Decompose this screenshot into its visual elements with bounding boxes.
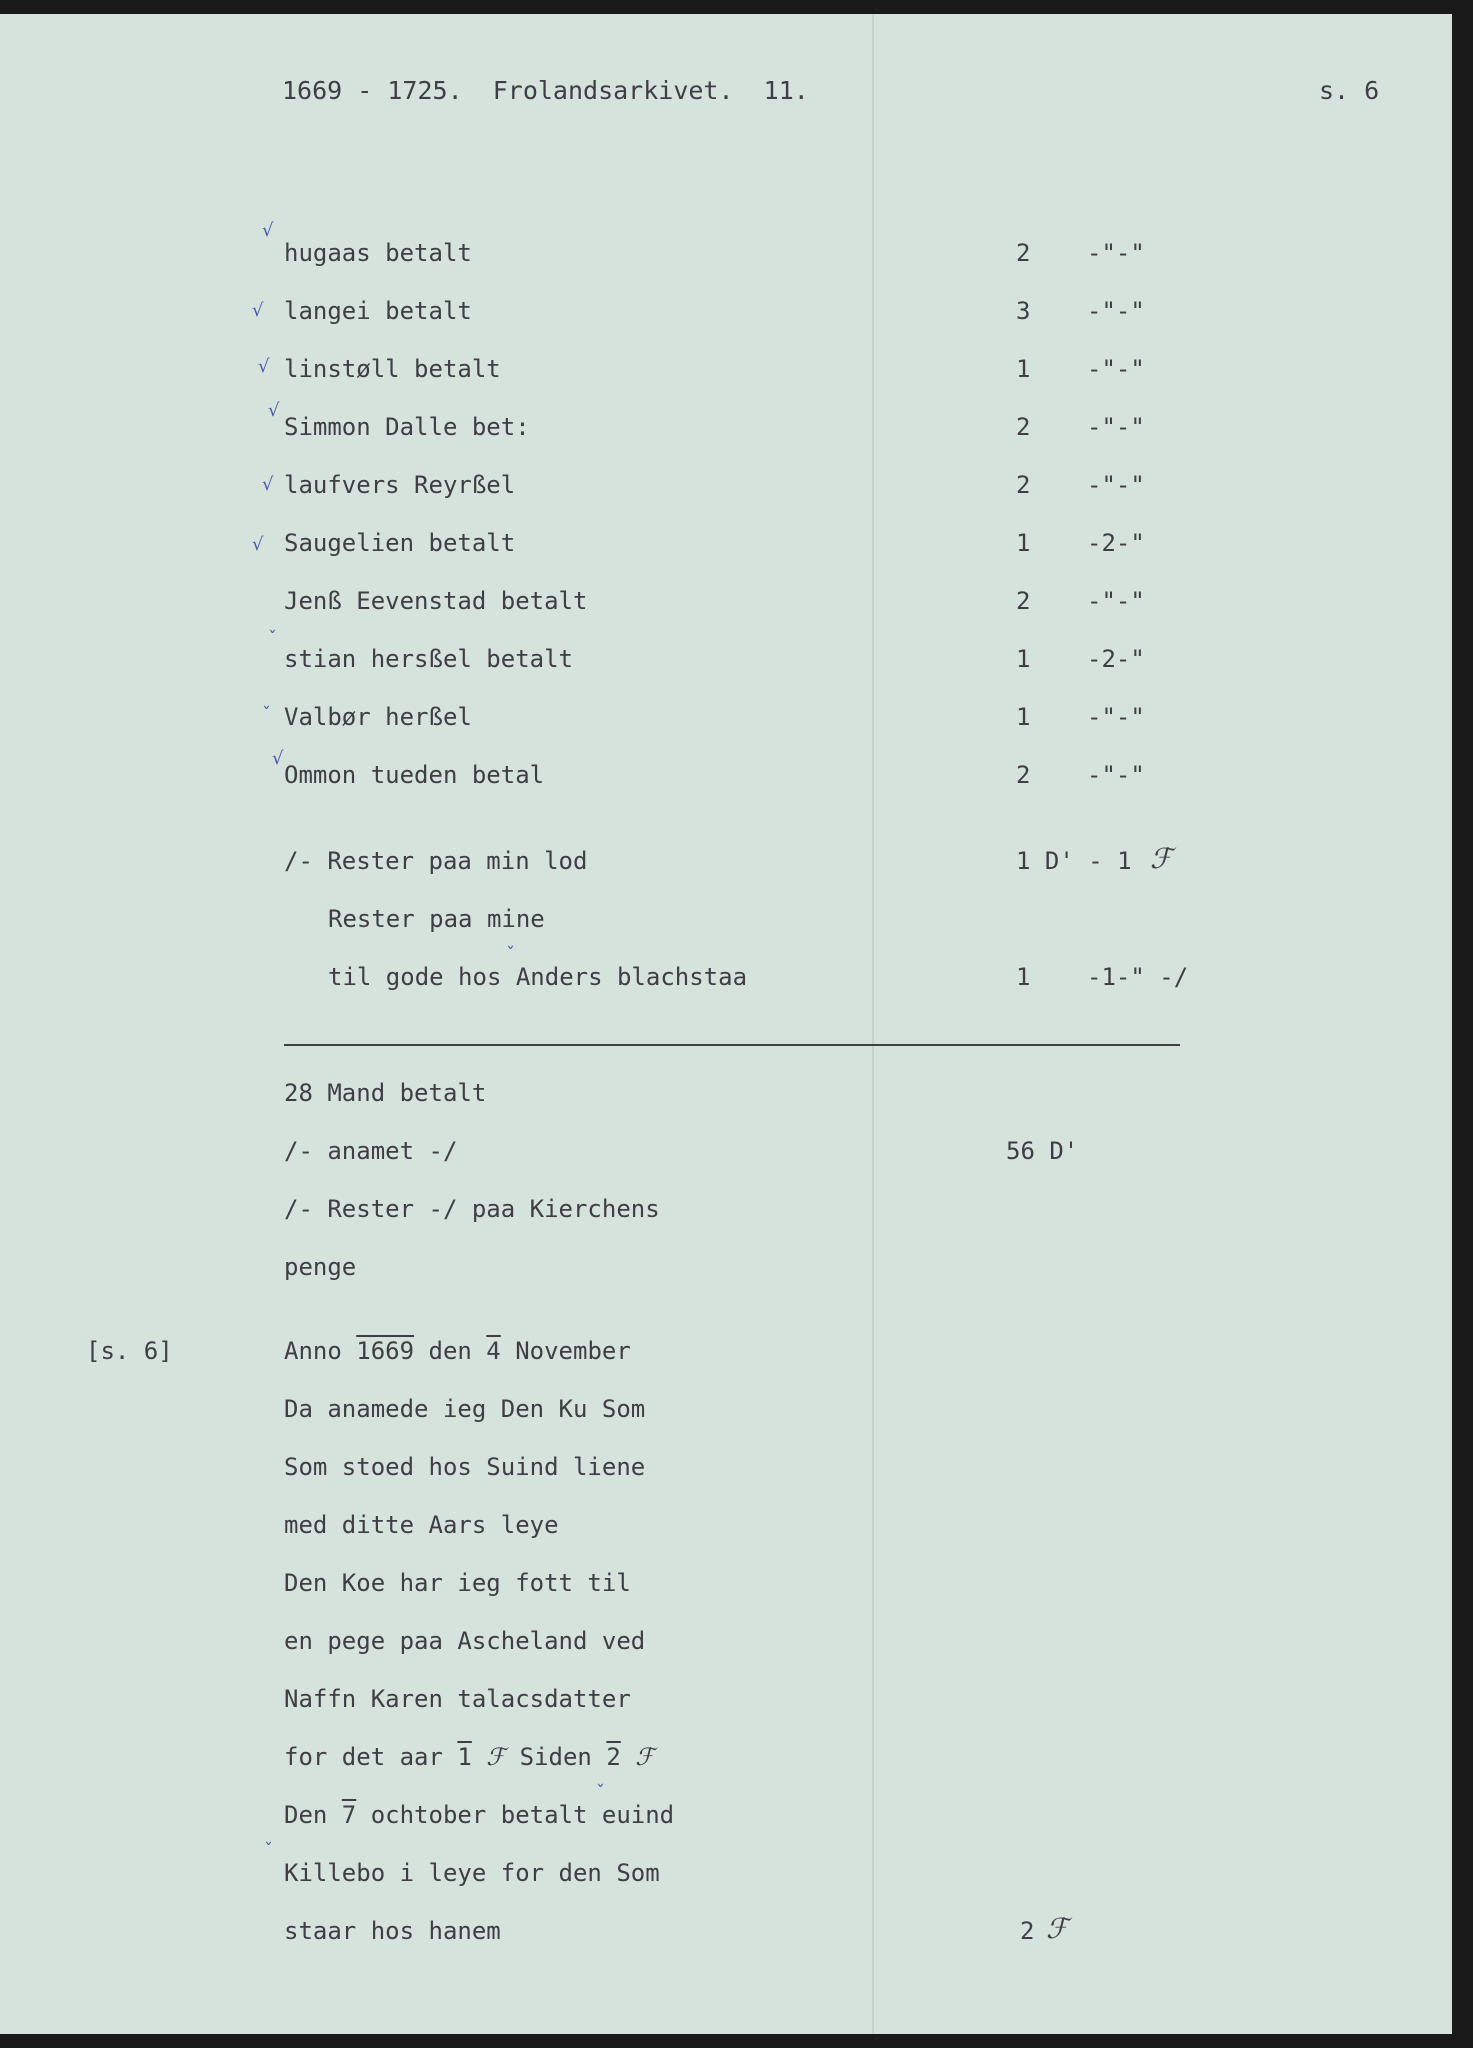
check-mark-icon: √ [262,220,274,241]
section-line: Som stoed hos Suind liene [284,1453,646,1481]
entry-name: hugaas betalt [284,239,472,267]
entry-name: Simmon Dalle bet: [284,413,530,441]
entry-qty: 1 [1016,645,1031,673]
rester-line-2: Rester paa mine [328,905,545,933]
section-line: Den Koe har ieg fott til [284,1569,631,1597]
check-mark-icon: √ [252,534,264,555]
section-line: med ditte Aars leye [284,1511,559,1539]
entry-name: Valbør herßel [284,703,472,731]
check-mark-icon: ˇ [264,1840,273,1861]
entry-name: Saugelien betalt [284,529,516,557]
section-line: staar hos hanem [284,1917,501,1945]
entry-mark: -"-" [1087,413,1145,441]
section-line: Naffn Karen talacsdatter [284,1685,631,1713]
entry-name: laufvers Reyrßel [284,471,516,499]
check-mark-icon: ˇ [262,704,271,725]
anno-mid: den [414,1337,487,1365]
anno-line [284,1336,631,1366]
section-line: Da anamede ieg Den Ku Som [284,1395,646,1423]
currency-symbol: ℱ [486,1743,506,1771]
section-value: 2 [1020,1917,1035,1945]
currency-symbol: ℱ [635,1743,655,1771]
entry-qty: 2 [1016,471,1031,499]
header-title: 1669 - 1725. Frolandsarkivet. 11. [282,76,809,105]
entry-qty: 2 [1016,413,1031,441]
rester-line-3-mark: -1-" -/ [1087,963,1189,991]
section-line-9 [284,1800,674,1830]
entry-qty: 1 [1016,529,1031,557]
overlined-number: 7 [341,1801,357,1829]
currency-symbol: ℱ [1046,1912,1069,1945]
check-mark-icon: √ [268,400,280,421]
summary-line-3: /- Rester -/ paa Kierchens [284,1195,660,1223]
entry-name: langei betalt [284,297,472,325]
check-mark-icon: √ [258,356,270,377]
anno-post: November [500,1337,631,1365]
check-mark-icon: ˇ [596,1782,605,1803]
entry-name: stian hersßel betalt [284,645,573,673]
entry-name: Jenß Eevenstad betalt [284,587,588,615]
check-mark-icon: ˇ [268,628,277,649]
rester-line-1-qty: 1 D' - 1 [1016,847,1132,875]
summary-line-1: 28 Mand betalt [284,1079,487,1107]
check-mark-icon: √ [252,300,264,321]
rester-line-3-qty: 1 [1016,963,1031,991]
document-page [0,14,1452,2034]
currency-symbol: ℱ [1150,842,1173,875]
divider-line [284,1044,1180,1046]
anno-year: 1669 [356,1337,415,1365]
anno-day: 4 [486,1337,501,1365]
page-fold [872,14,874,2034]
text-part: ochtober betalt euind [356,1801,675,1829]
text-part: Den [284,1801,342,1829]
overlined-number: 1 [457,1743,472,1771]
entry-mark: -2-" [1087,529,1145,557]
entry-qty: 2 [1016,587,1031,615]
section-line: Killebo i leye for den Som [284,1859,660,1887]
entry-qty: 2 [1016,239,1031,267]
rester-line-3: til gode hos Anders blachstaa [328,963,748,991]
entry-mark: -"-" [1087,761,1145,789]
check-mark-icon: ˇ [506,944,515,965]
entry-mark: -"-" [1087,239,1145,267]
entry-qty: 3 [1016,297,1031,325]
rester-line-1: /- Rester paa min lod [284,847,588,875]
entry-qty: 1 [1016,703,1031,731]
entry-mark: -"-" [1087,471,1145,499]
entry-mark: -"-" [1087,703,1145,731]
check-mark-icon: √ [262,474,274,495]
overlined-number: 2 [606,1743,621,1771]
entry-name: Ommon tueden betal [284,761,545,789]
check-mark-icon: √ [272,748,284,769]
summary-line-2: /- anamet -/ [284,1137,458,1165]
entry-name: linstøll betalt [284,355,501,383]
section-line: en pege paa Ascheland ved [284,1627,646,1655]
anno-pre: Anno [284,1337,357,1365]
text-part: for det aar [284,1743,458,1771]
summary-line-2-value: 56 D' [1006,1137,1079,1165]
section-line-8 [284,1742,654,1772]
header-page-number: s. 6 [1319,76,1380,105]
entry-mark: -"-" [1087,587,1145,615]
entry-qty: 1 [1016,355,1031,383]
summary-line-4: penge [284,1253,357,1281]
entry-mark: -"-" [1087,297,1145,325]
entry-mark: -"-" [1087,355,1145,383]
text-part: Siden [505,1743,607,1771]
entry-qty: 2 [1016,761,1031,789]
margin-reference: [s. 6] [86,1337,173,1365]
entry-mark: -2-" [1087,645,1145,673]
